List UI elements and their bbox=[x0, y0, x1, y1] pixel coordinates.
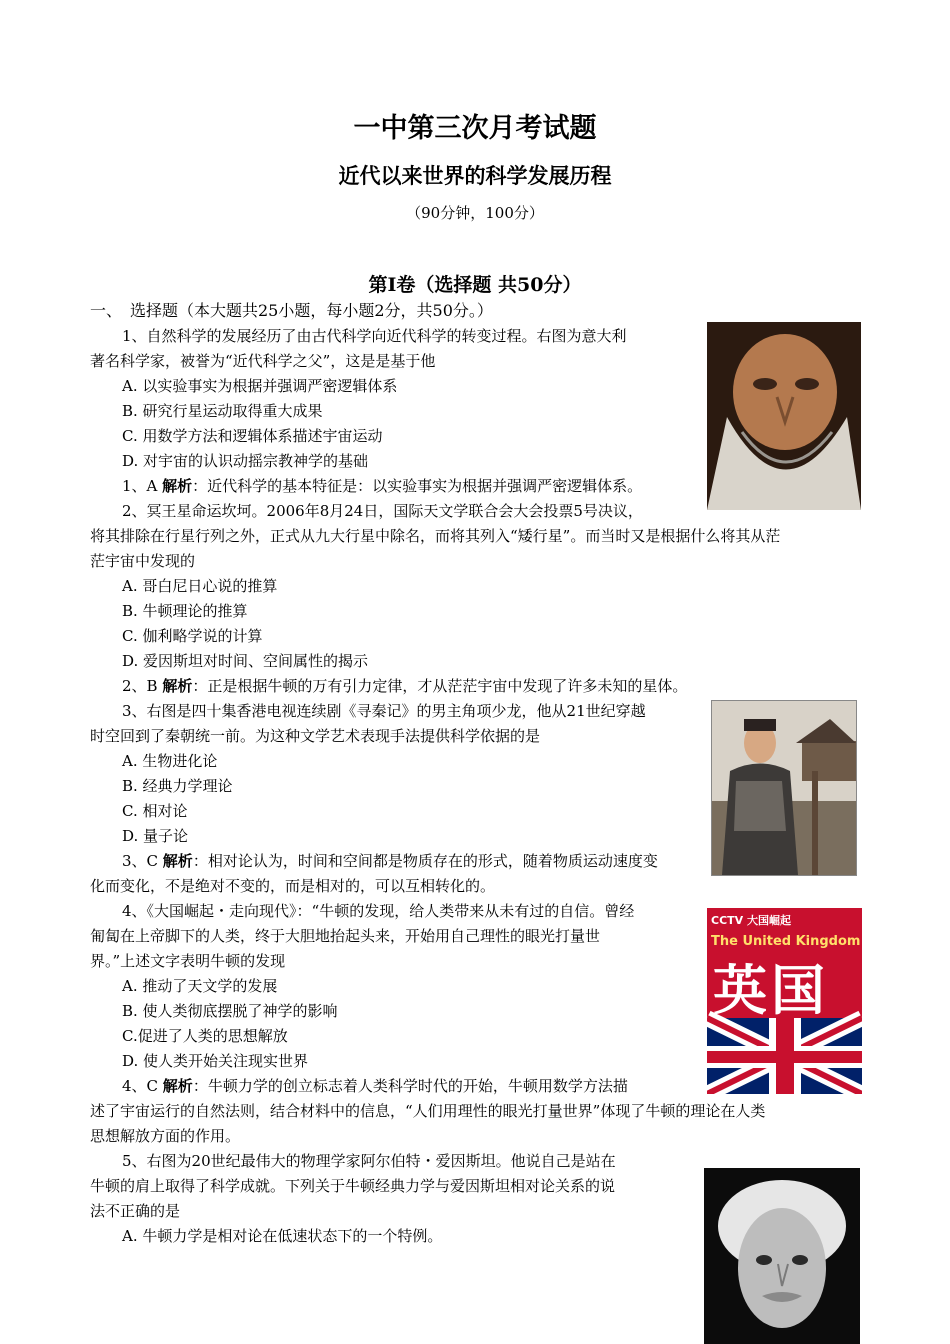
q3-stem-line1: 3、右图是四十集香港电视连续剧《寻秦记》的男主角项少龙，他从21世纪穿越 bbox=[122, 702, 646, 720]
q3-answer-key: 3、C bbox=[122, 852, 163, 870]
q2-explanation: ：正是根据牛顿的万有引力定律，才从茫茫宇宙中发现了许多未知的星体。 bbox=[192, 677, 688, 695]
q3-option-d: D. 量子论 bbox=[122, 827, 189, 845]
q4-stem-line1: 4、《大国崛起・走向现代》：“牛顿的发现，给人类带来从未有过的自信。曾经 bbox=[122, 902, 635, 920]
exam-duration-score: （90分钟，100分） bbox=[406, 204, 544, 222]
q4-stem-line2: 匍匐在上帝脚下的人类，终于大胆地抬起头来，开始用自己理性的眼光打量世 bbox=[90, 927, 601, 945]
q4-explanation-line3: 思想解放方面的作用。 bbox=[90, 1127, 241, 1145]
q1-stem-line2: 著名科学家，被誉为“近代科学之父”，这是是基于他 bbox=[90, 352, 436, 370]
q1-answer bbox=[122, 477, 642, 495]
q1-option-b: B. 研究行星运动取得重大成果 bbox=[122, 402, 323, 420]
q5-stem-line3: 法不正确的是 bbox=[90, 1202, 181, 1220]
galileo-portrait-image bbox=[707, 322, 861, 510]
uk-cover-chinese-title: 英国 bbox=[713, 959, 829, 1022]
q4-stem-line3: 界。”上述文字表明牛顿的发现 bbox=[90, 952, 286, 970]
q4-answer bbox=[122, 1077, 628, 1095]
q1-stem-line1: 1、自然科学的发展经历了由古代科学向近代科学的转变过程。右图为意大利 bbox=[122, 327, 627, 345]
exam-subtitle: 近代以来世界的科学发展历程 bbox=[338, 163, 612, 188]
q2-stem-line2: 将其排除在行星行列之外，正式从九大行星中除名，而将其列入“矮行星”。而当时又是根据什么将其从茫 bbox=[90, 527, 781, 545]
q5-option-a: A. 牛顿力学是相对论在低速状态下的一个特例。 bbox=[122, 1227, 443, 1245]
q5-stem-line2: 牛顿的肩上取得了科学成就。下列关于牛顿经典力学与爱因斯坦相对论关系的说 bbox=[90, 1177, 616, 1195]
uk-cover-logo-text: CCTV 大国崛起 bbox=[711, 914, 791, 927]
q4-option-d: D. 使人类开始关注现实世界 bbox=[122, 1052, 309, 1070]
q3-explanation-line2: 化而变化，不是绝对不变的，而是相对的，可以互相转化的。 bbox=[90, 877, 496, 895]
q2-stem-line1: 2、冥王星命运坎坷。2006年8月24日，国际天文学联合会大会投票5号决议， bbox=[122, 502, 643, 520]
q5-stem-line1: 5、右图为20世纪最伟大的物理学家阿尔伯特・爱因斯坦。他说自己是站在 bbox=[122, 1152, 616, 1170]
q2-answer bbox=[122, 677, 687, 695]
q4-explanation-line2: 述了宇宙运行的自然法则，结合材料中的信息，“人们用理性的眼光打量世界”体现了牛顿的理论在人类 bbox=[90, 1102, 766, 1120]
q4-option-b: B. 使人类彻底摆脱了神学的影响 bbox=[122, 1002, 338, 1020]
q3-jiexi-label: 解析 bbox=[162, 852, 193, 870]
q1-answer-key: 1、A bbox=[122, 477, 163, 495]
xun-qin-ji-actor-image bbox=[711, 700, 857, 876]
q3-answer bbox=[122, 852, 658, 870]
q1-jiexi-label: 解析 bbox=[162, 477, 193, 495]
rise-of-great-powers-uk-cover-image bbox=[707, 908, 862, 1094]
q2-option-b: B. 牛顿理论的推算 bbox=[122, 602, 248, 620]
q4-answer-key: 4、C bbox=[122, 1077, 163, 1095]
q2-stem-line3: 茫宇宙中发现的 bbox=[90, 552, 196, 570]
einstein-portrait-image bbox=[704, 1168, 860, 1344]
q3-stem-line2: 时空回到了秦朝统一前。为这种文学艺术表现手法提供科学依据的是 bbox=[90, 727, 541, 745]
q3-option-a: A. 生物进化论 bbox=[122, 752, 218, 770]
q3-explanation-line1: ：相对论认为，时间和空间都是物质存在的形式，随着物质运动速度变 bbox=[192, 852, 658, 870]
uk-cover-english-title: The United Kingdom bbox=[711, 934, 861, 949]
q1-option-a: A. 以实验事实为根据并强调严密逻辑体系 bbox=[122, 377, 398, 395]
q2-option-a: A. 哥白尼日心说的推算 bbox=[122, 577, 278, 595]
q4-explanation-line1: ：牛顿力学的创立标志着人类科学时代的开始，牛顿用数学方法描 bbox=[192, 1077, 628, 1095]
q4-jiexi-label: 解析 bbox=[162, 1077, 193, 1095]
q2-option-d: D. 爱因斯坦对时间、空间属性的揭示 bbox=[122, 652, 369, 670]
exam-title: 一中第三次月考试题 bbox=[353, 113, 597, 144]
q2-option-c: C. 伽利略学说的计算 bbox=[122, 627, 263, 645]
section-heading: 一、 选择题（本大题共25小题，每小题2分，共50分。） bbox=[90, 301, 493, 320]
q3-option-b: B. 经典力学理论 bbox=[122, 777, 233, 795]
q1-option-d: D. 对宇宙的认识动摇宗教神学的基础 bbox=[122, 452, 369, 470]
q1-explanation: ：近代科学的基本特征是：以实验事实为根据并强调严密逻辑体系。 bbox=[192, 477, 643, 495]
q4-option-c: C.促进了人类的思想解放 bbox=[122, 1027, 288, 1045]
part-heading: 第Ⅰ卷（选择题 共50分） bbox=[368, 274, 582, 296]
q4-option-a: A. 推动了天文学的发展 bbox=[122, 977, 278, 995]
q2-jiexi-label: 解析 bbox=[162, 677, 193, 695]
q3-option-c: C. 相对论 bbox=[122, 802, 188, 820]
q1-option-c: C. 用数学方法和逻辑体系描述宇宙运动 bbox=[122, 427, 383, 445]
q2-answer-key: 2、B bbox=[122, 677, 163, 695]
